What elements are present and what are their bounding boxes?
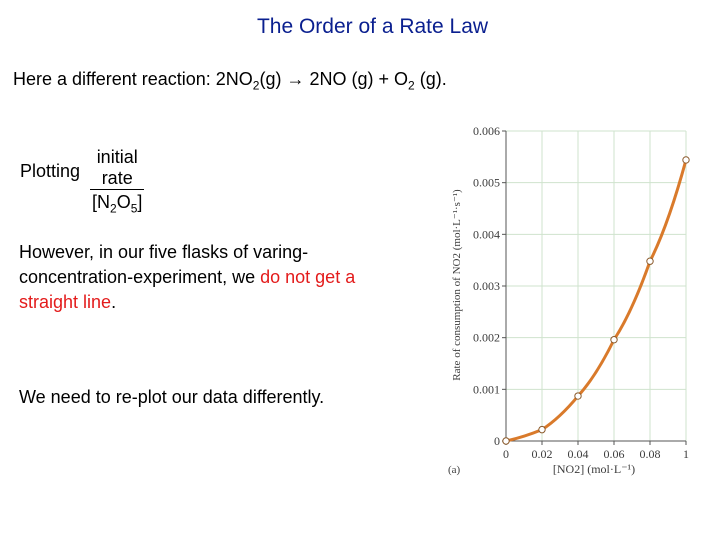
- y-axis-label: Rate of consumption of NO2 (mol·L⁻¹·s⁻¹): [451, 189, 463, 381]
- den-sub-1: 2: [110, 201, 117, 216]
- data-point: [647, 258, 653, 264]
- data-point: [503, 438, 509, 444]
- x-tick-label: 0.04: [567, 447, 589, 461]
- y-tick-label: 0.005: [473, 175, 500, 190]
- rate-curve: [506, 160, 686, 441]
- den-suffix: ]: [137, 192, 143, 212]
- data-points: [503, 157, 689, 444]
- reaction-line: [13, 69, 447, 93]
- y-tick-label: 0.003: [473, 279, 500, 293]
- den-mid: O: [116, 192, 131, 212]
- y-tick-label: 0.001: [473, 382, 500, 397]
- paragraph1-highlight: do not get a straight line: [19, 267, 356, 312]
- x-tick-label: 1: [683, 447, 689, 461]
- plotting-label: Plotting: [20, 161, 81, 181]
- chart-grid: [506, 131, 686, 441]
- panel-label: (a): [448, 464, 461, 476]
- chart-ticks: [473, 124, 689, 461]
- y-tick-label: 0.006: [473, 124, 500, 138]
- data-point: [611, 337, 617, 343]
- y-tick-label: 0: [494, 434, 500, 448]
- x-tick-label: 0.08: [639, 447, 661, 461]
- x-tick-label: 0: [503, 447, 509, 461]
- data-point: [539, 426, 545, 432]
- y-tick-label: 0.002: [473, 330, 500, 345]
- reaction-prefix: Here a different reaction: 2NO: [13, 69, 253, 89]
- page-title: The Order of a Rate Law: [256, 15, 489, 38]
- den-prefix: [N: [92, 192, 110, 212]
- reaction-mid: (g) → 2NO (g) + O: [259, 69, 409, 89]
- rate-chart: [440, 115, 710, 485]
- fraction-denominator: [90, 189, 144, 216]
- straight-line-paragraph: [19, 240, 419, 315]
- reaction-sub-2: 2: [408, 78, 415, 93]
- reaction-sub-1: 2: [252, 78, 260, 93]
- paragraph1-end: .: [111, 292, 117, 312]
- x-tick-label: 0.06: [603, 447, 625, 461]
- x-tick-label: 0.02: [531, 447, 553, 461]
- den-sub-2: 5: [130, 201, 138, 216]
- fraction-numerator: initial rate: [96, 147, 138, 188]
- data-point: [683, 157, 689, 163]
- reaction-suffix: (g).: [414, 69, 447, 89]
- x-axis-label: [NO2] (mol·L⁻¹): [552, 462, 636, 476]
- data-point: [575, 393, 581, 399]
- paragraph1-text: However, in our five flasks of varing-concentration-experiment, we: [19, 242, 309, 287]
- y-tick-label: 0.004: [473, 227, 500, 242]
- rate-fraction: [90, 147, 144, 216]
- replot-paragraph: We need to re-plot our data differently.: [19, 387, 325, 407]
